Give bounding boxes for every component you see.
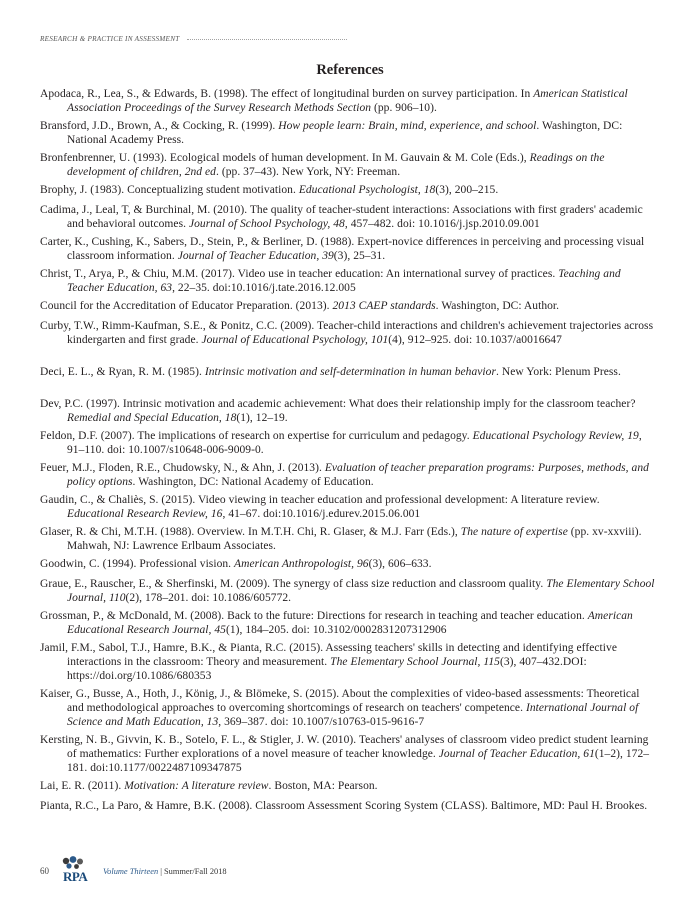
reference-text: Lai, E. R. (2011). [40, 780, 125, 792]
reference-text: Council for the Accreditation of Educator Preparation. (2013). [40, 300, 333, 312]
reference-text: Glaser, R. & Chi, M.T.H. (1988). Overview. In M.T.H. Chi, R. Glaser, & M.J. Farr (Eds.), [40, 526, 461, 538]
reference-entry [40, 319, 656, 347]
reference-source-title: Educational Psychology Review, 19 [472, 430, 639, 442]
reference-text: . Washington, DC: National Academy Press. [67, 120, 623, 146]
reference-entry [40, 493, 656, 521]
reference-entry [40, 299, 656, 313]
reference-text: , 41–67. doi:10.1016/j.edurev.2015.06.001 [222, 508, 421, 520]
reference-text: (2), 178–201. doi: 10.1086/605772. [125, 592, 292, 604]
reference-text: Jamil, F.M., Sabol, T.J., Hamre, B.K., & Pianta, R.C. (2015). Assessing teachers' skills in detecting and identifying effective interactions in the classroom: Theory and measurement. [40, 642, 617, 668]
reference-source-title: The Elementary School Journal, 115 [330, 656, 500, 668]
rpa-logo [57, 856, 99, 886]
reference-text: (1–2), 172–181. doi:10.1177/0022487109347875 [67, 748, 650, 774]
reference-text: Dev, P.C. (1997). Intrinsic motivation and academic achievement: What does their relationship imply for the classroom teacher? [40, 398, 636, 410]
references-heading: References [316, 62, 384, 78]
reference-text: Goodwin, C. (1994). Professional vision. [40, 558, 235, 570]
reference-source-title: American Educational Research Journal, 45 [67, 610, 633, 636]
reference-text: Brophy, J. (1983). Conceptualizing student motivation. [40, 184, 299, 196]
reference-entry [40, 525, 656, 553]
reference-text: . (pp. 37–43). New York, NY: Freeman. [215, 166, 401, 178]
reference-text: Bransford, J.D., Brown, A., & Cocking, R. (1999). [40, 120, 279, 132]
page-footer [40, 854, 340, 888]
reference-text: . Boston, MA: Pearson. [268, 780, 378, 792]
page-number: 60 [40, 866, 49, 876]
reference-source-title: Motivation: A literature review [124, 780, 269, 792]
reference-text: Feuer, M.J., Floden, R.E., Chudowsky, N., & Ahn, J. (2013). [40, 462, 325, 474]
reference-text: Bronfenbrenner, U. (1993). Ecological models of human development. In M. Gauvain & M. Cole (Eds.), [40, 152, 530, 164]
reference-source-title: The Elementary School Journal, 110 [67, 578, 655, 604]
reference-entry [40, 87, 656, 115]
reference-text: . Washington, DC: Author. [435, 300, 560, 312]
reference-text: Apodaca, R., Lea, S., & Edwards, B. (1998). The effect of longitudinal burden on survey participation. In [40, 88, 534, 100]
reference-text: (pp. 906–10). [371, 102, 437, 114]
reference-text: , 22–35. doi:10.1016/j.tate.2016.12.005 [172, 282, 356, 294]
reference-entry [40, 641, 656, 683]
reference-source-title: Journal of School Psychology, 48 [188, 218, 345, 230]
reference-text: Deci, E. L., & Ryan, R. M. (1985). [40, 366, 205, 378]
reference-source-title: Teaching and Teacher Education, 63 [67, 268, 621, 294]
reference-text: Carter, K., Cushing, K., Sabers, D., Stein, P., & Berliner, D. (1988). Expert-novice differences in perceiving and processing visual classroom information. [40, 236, 645, 262]
reference-text: (3), 606–633. [368, 558, 432, 570]
reference-entry [40, 365, 656, 379]
reference-text: (pp. xv-xxviii). Mahwah, NJ: Lawrence Erlbaum Associates. [67, 526, 642, 552]
reference-entry [40, 267, 656, 295]
reference-source-title: Journal of Educational Psychology, 101 [201, 334, 389, 346]
reference-source-title: How people learn: Brain, mind, experience, and school [278, 120, 537, 132]
reference-source-title: Educational Psychologist, 18 [298, 184, 436, 196]
reference-text: (1), 12–19. [236, 412, 288, 424]
reference-entry [40, 183, 656, 197]
reference-entry [40, 203, 656, 231]
reference-text: , 457–482. doi: 10.1016/j.jsp.2010.09.001 [344, 218, 540, 230]
reference-entry [40, 429, 656, 457]
reference-text: Graue, E., Rauscher, E., & Sherfinski, M. (2009). The synergy of class size reduction and classroom quality. [40, 578, 547, 590]
issue-info [103, 867, 227, 876]
reference-text: . Washington, DC: National Academy of Education. [132, 476, 374, 488]
reference-source-title: Readings on the development of children, 2nd ed [67, 152, 605, 178]
reference-source-title: Intrinsic motivation and self-determination in human behavior [204, 366, 496, 378]
rpa-logo-text: RPA [63, 869, 88, 884]
reference-text: (4), 912–925. doi: 10.1037/a0016647 [388, 334, 562, 346]
reference-text: Curby, T.W., Rimm-Kaufman, S.E., & Ponitz, C.C. (2009). Teacher-child interactions and children's achievement trajectories across kindergarten and first grade. [40, 320, 654, 346]
running-head [40, 33, 660, 45]
reference-source-title: Journal of Teacher Education, 39 [177, 250, 334, 262]
reference-entry [40, 779, 656, 793]
reference-entry [40, 609, 656, 637]
reference-text: Gaudin, C., & Chaliès, S. (2015). Video viewing in teacher education and professional development: A literature review. [40, 494, 600, 506]
reference-text: Feldon, D.F. (2007). The implications of research on expertise for curriculum and pedagogy. [40, 430, 473, 442]
reference-source-title: International Journal of Science and Math Education, 13 [67, 702, 639, 728]
reference-text: (1), 184–205. doi: 10.3102/0002831207312906 [225, 624, 447, 636]
reference-entry [40, 687, 656, 729]
reference-text: (3), 407–432.DOI: https://doi.org/10.1086/680353 [67, 656, 587, 682]
issue-label: Summer/Fall 2018 [164, 866, 227, 876]
reference-text: Grossman, P., & McDonald, M. (2008). Back to the future: Directions for research in teaching and teacher education. [40, 610, 588, 622]
reference-text: , 369–387. doi: 10.1007/s10763-015-9616-7 [218, 716, 425, 728]
reference-text: Christ, T., Arya, P., & Chiu, M.M. (2017). Video use in teacher education: An international survey of practices. [40, 268, 559, 280]
reference-source-title: Educational Research Review, 16 [67, 508, 223, 520]
reference-text: Kaiser, G., Busse, A., Hoth, J., König, J., & Blömeke, S. (2015). About the complexities of video-based assessments: Theoretical and methodological approaches to overcoming shortcomings of research on teachers' competence. [40, 688, 640, 714]
reference-entry [40, 461, 656, 489]
reference-text: Kersting, N. B., Givvin, K. B., Sotelo, F. L., & Stigler, J. W. (2010). Teachers' analyses of classroom video predict student learning of mathematics: Further explorations of a novel measure of teacher knowledge. [40, 734, 649, 760]
reference-entry [40, 577, 656, 605]
reference-entry [40, 557, 656, 571]
reference-source-title: Journal of Teacher Education, 61 [438, 748, 595, 760]
reference-entry [40, 397, 656, 425]
reference-text: (3), 25–31. [333, 250, 386, 262]
reference-source-title: The nature of expertise [460, 526, 568, 538]
reference-entry [40, 235, 656, 263]
reference-text: Cadima, J., Leal, T, & Burchinal, M. (2010). The quality of teacher-student interactions: Associations with first graders' academic and behavioral outcomes. [40, 204, 643, 230]
reference-entry [40, 151, 656, 179]
reference-text: , 91–110. doi: 10.1007/s10648-006-9009-0. [67, 430, 642, 456]
reference-text: Pianta, R.C., La Paro, & Hamre, B.K. (2008). Classroom Assessment Scoring System (CLASS). Baltimore, MD: Paul H. Brookes. [40, 800, 648, 812]
reference-source-title: Evaluation of teacher preparation programs: Purposes, methods, and policy options [67, 462, 649, 488]
reference-source-title: American Anthropologist, 96 [234, 558, 369, 570]
running-head-text: RESEARCH & PRACTICE IN ASSESSMENT [40, 35, 180, 43]
volume-label: Volume Thirteen [103, 866, 159, 876]
reference-source-title: Remedial and Special Education, 18 [67, 412, 237, 424]
reference-entry [40, 119, 656, 147]
reference-entry [40, 733, 656, 775]
issue-separator: | [158, 866, 165, 876]
reference-source-title: American Statistical Association Proceedings of the Survey Research Methods Section [67, 88, 628, 114]
reference-text: . New York: Plenum Press. [495, 366, 621, 378]
reference-source-title: 2013 CAEP standards [332, 300, 436, 312]
running-head-divider [187, 39, 347, 40]
reference-text: (3), 200–215. [435, 184, 499, 196]
reference-entry [40, 799, 656, 813]
